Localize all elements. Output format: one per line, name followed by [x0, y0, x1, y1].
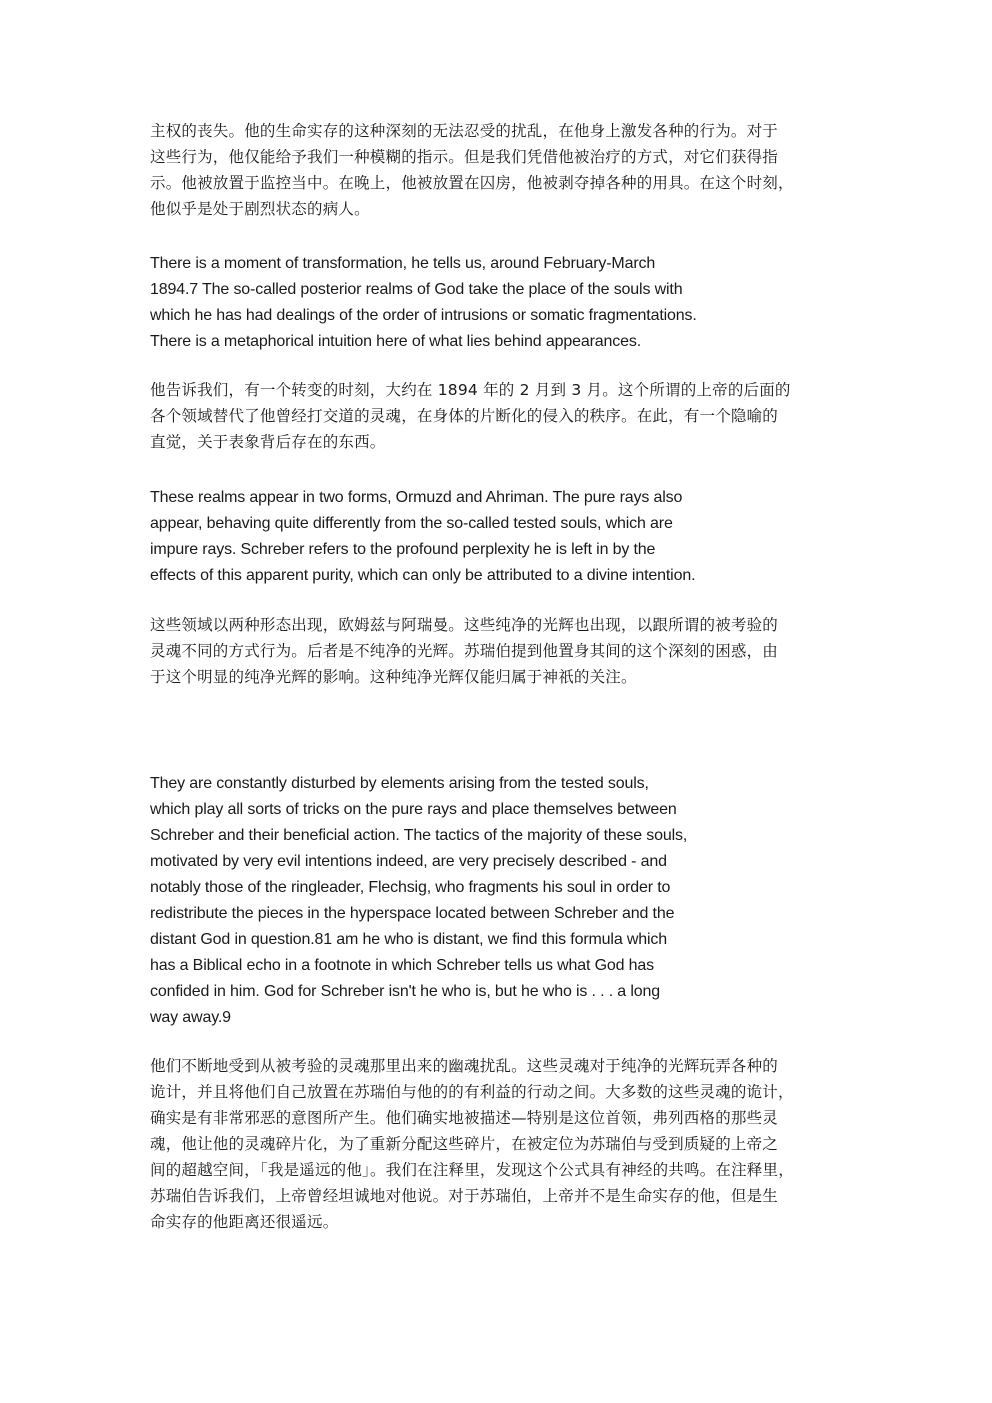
text-line: 魂，他让他的灵魂碎片化，为了重新分配这些碎片，在被定位为苏瑞伯与受到质疑的上帝之 — [150, 1135, 779, 1153]
text-line: 确实是有非常邪恶的意图所产生。他们确实地被描述—特别是这位首领，弗列西格的那些灵 — [150, 1109, 779, 1127]
text-line: redistribute the pieces in the hyperspace located between Schreber and the — [150, 905, 675, 922]
text-line: 直觉，关于表象背后存在的东西。 — [150, 433, 386, 451]
text-line: which he has had dealings of the order of intrusions or somatic fragmentations. — [150, 307, 697, 324]
text-line: 于这个明显的纯净光辉的影响。这种纯净光辉仅能归属于神祇的关注。 — [150, 668, 637, 686]
text-line: 他告诉我们，有一个转变的时刻，大约在 1894 年的 2 月到 3 月。这个所谓的上帝的后面的 — [150, 381, 791, 399]
text-line: 他们不断地受到从被考验的灵魂那里出来的幽魂扰乱。这些灵魂对于纯净的光辉玩弄各种的 — [150, 1057, 779, 1075]
paragraph-english-1 — [150, 251, 790, 355]
text-line: 这些行为，他仅能给予我们一种模糊的指示。但是我们凭借他被治疗的方式，对它们获得指 — [150, 148, 779, 166]
paragraph-chinese-4 — [150, 1053, 850, 1235]
paragraph-english-2 — [150, 485, 790, 589]
text-line: 示。他被放置于监控当中。在晚上，他被放置在囚房，他被剥夺掉各种的用具。在这个时刻， — [150, 174, 794, 192]
text-line: 灵魂不同的方式行为。后者是不纯净的光辉。苏瑞伯提到他置身其间的这个深刻的困惑，由 — [150, 642, 779, 660]
text-line: 各个领域替代了他曾经打交道的灵魂，在身体的片断化的侵入的秩序。在此，有一个隐喻的 — [150, 407, 779, 425]
text-line: There is a moment of transformation, he tells us, around February-March — [150, 255, 656, 272]
text-line: 他似乎是处于剧烈状态的病人。 — [150, 200, 370, 218]
text-line: 间的超越空间，「我是遥远的他」。我们在注释里，发现这个公式具有神经的共鸣。在注释里， — [150, 1161, 794, 1179]
text-line: has a Biblical echo in a footnote in which Schreber tells us what God has — [150, 957, 655, 974]
text-line: There is a metaphorical intuition here of what lies behind appearances. — [150, 333, 641, 350]
text-line: confided in him. God for Schreber isn't he who is, but he who is . . . a long — [150, 983, 661, 1000]
text-line: 命实存的他距离还很遥远。 — [150, 1213, 339, 1231]
paragraph-chinese-1 — [150, 118, 850, 222]
text-line: notably those of the ringleader, Flechsig, who fragments his soul in order to — [150, 879, 671, 896]
text-line: motivated by very evil intentions indeed, are very precisely described - and — [150, 853, 667, 870]
text-line: Schreber and their beneficial action. The tactics of the majority of these souls, — [150, 827, 688, 844]
text-line: These realms appear in two forms, Ormuzd and Ahriman. The pure rays also — [150, 489, 683, 506]
text-line: 1894.7 The so-called posterior realms of God take the place of the souls with — [150, 281, 683, 298]
paragraph-chinese-2 — [150, 377, 850, 455]
text-line: effects of this apparent purity, which can only be attributed to a divine intention. — [150, 567, 696, 584]
paragraph-chinese-3 — [150, 612, 850, 690]
text-line: way away.9 — [150, 1009, 231, 1026]
text-line: impure rays. Schreber refers to the profound perplexity he is left in by the — [150, 541, 656, 558]
text-line: 苏瑞伯告诉我们，上帝曾经坦诚地对他说。对于苏瑞伯，上帝并不是生命实存的他，但是生 — [150, 1187, 779, 1205]
text-line: 主权的丧失。他的生命实存的这种深刻的无法忍受的扰乱，在他身上激发各种的行为。对于 — [150, 122, 779, 140]
text-line: They are constantly disturbed by elements arising from the tested souls, — [150, 775, 649, 792]
text-line: 这些领域以两种形态出现，欧姆兹与阿瑞曼。这些纯净的光辉也出现，以跟所谓的被考验的 — [150, 616, 779, 634]
text-line: distant God in question.81 am he who is distant, we find this formula which — [150, 931, 668, 948]
text-line: 诡计，并且将他们自己放置在苏瑞伯与他的的有利益的行动之间。大多数的这些灵魂的诡计， — [150, 1083, 794, 1101]
text-line: appear, behaving quite differently from the so-called tested souls, which are — [150, 515, 673, 532]
text-line: which play all sorts of tricks on the pure rays and place themselves between — [150, 801, 677, 818]
paragraph-english-3 — [150, 771, 790, 1031]
